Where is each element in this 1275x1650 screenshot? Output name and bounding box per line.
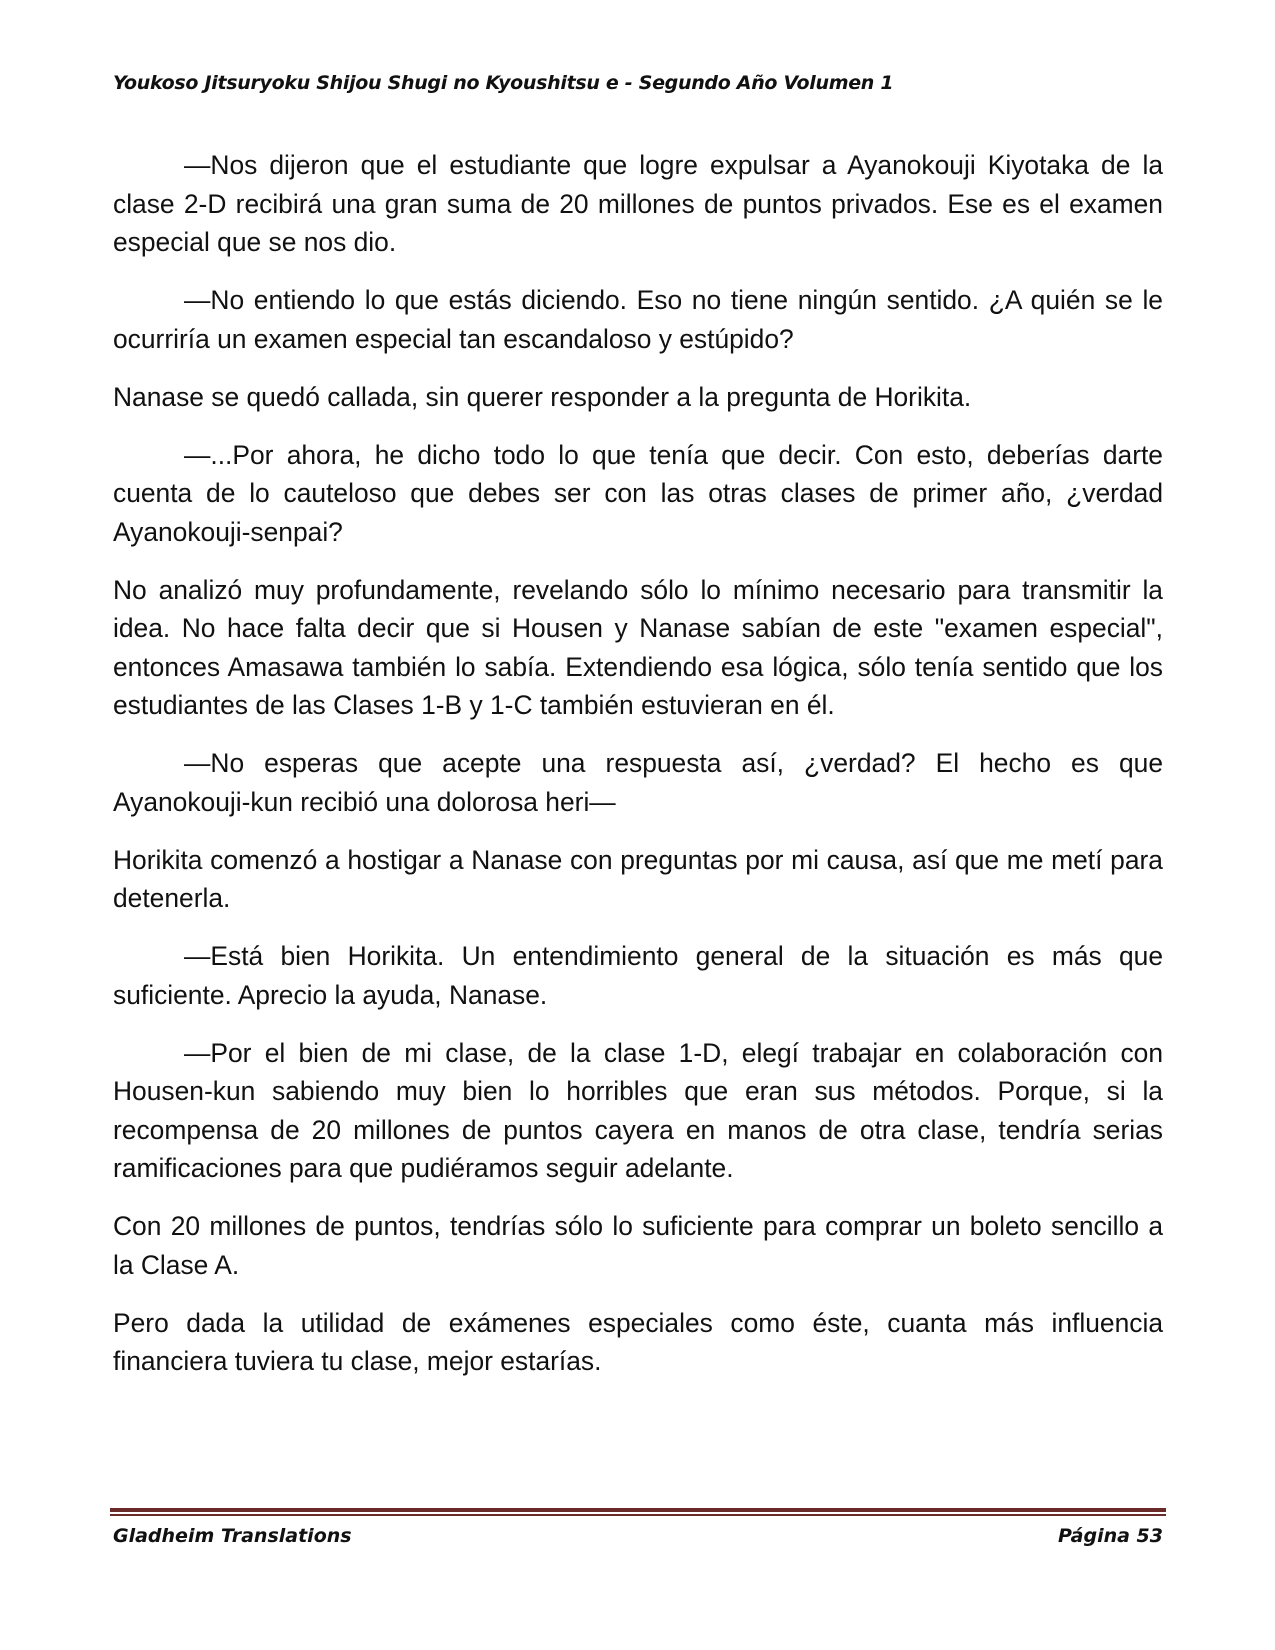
paragraph-narration: Pero dada la utilidad de exámenes especiales como éste, cuanta más influencia financiera tuviera tu clase, mejor estarías. [113, 1307, 1163, 1376]
paragraph-narration: Con 20 millones de puntos, tendrías sólo lo suficiente para comprar un boleto sencillo a la Clase A. [113, 1211, 1163, 1280]
footer-divider [110, 1508, 1166, 1517]
running-header: Youkoso Jitsuryoku Shijou Shugi no Kyoushitsu e - Segundo Año Volumen 1 [113, 72, 894, 94]
paragraph-dialogue: —Por el bien de mi clase, de la clase 1-D, elegí trabajar en colaboración con Housen-kun sabiendo muy bien lo horribles que eran sus métodos. Porque, si la recompensa de 20 millones de puntos cayera en manos de otra clase, tendría serias ramificaciones para que pudiéramos seguir adelante. [113, 1037, 1163, 1183]
body-text [113, 146, 1163, 1400]
paragraph-narration: No analizó muy profundamente, revelando sólo lo mínimo necesario para transmitir la idea. No hace falta decir que si Housen y Nanase sabían de este "examen especial", entonces Amasawa también lo sabía. Extendiendo esa lógica, sólo tenía sentido que los estudiantes de las Clases 1-B y 1-C también estuvieran en él. [113, 574, 1163, 720]
paragraph-narration: Nanase se quedó callada, sin querer responder a la pregunta de Horikita. [113, 381, 972, 412]
paragraph-dialogue: —Nos dijeron que el estudiante que logre expulsar a Ayanokouji Kiyotaka de la clase 2-D recibirá una gran suma de 20 millones de puntos privados. Ese es el examen especial que se nos dio. [113, 150, 1163, 257]
paragraph-dialogue: —No entiendo lo que estás diciendo. Eso no tiene ningún sentido. ¿A quién se le ocurriría un examen especial tan escandaloso y estúpido? [113, 285, 1163, 354]
paragraph-dialogue: —...Por ahora, he dicho todo lo que tenía que decir. Con esto, deberías darte cuenta de lo cauteloso que debes ser con las otras clases de primer año, ¿verdad Ayanokouji-senpai? [113, 439, 1163, 547]
footer-credit: Gladheim Translations [113, 1525, 352, 1547]
paragraph-narration: Horikita comenzó a hostigar a Nanase con preguntas por mi causa, así que me metí para detenerla. [113, 844, 1163, 913]
paragraph-dialogue: —Está bien Horikita. Un entendimiento general de la situación es más que suficiente. Aprecio la ayuda, Nanase. [113, 941, 1163, 1010]
paragraph-dialogue: —No esperas que acepte una respuesta así, ¿verdad? El hecho es que Ayanokouji-kun recibió una dolorosa heri— [113, 748, 1163, 817]
page-number: Página 53 [1057, 1525, 1163, 1547]
footer-divider-thin [110, 1514, 1166, 1516]
footer-divider-thick [110, 1508, 1166, 1512]
